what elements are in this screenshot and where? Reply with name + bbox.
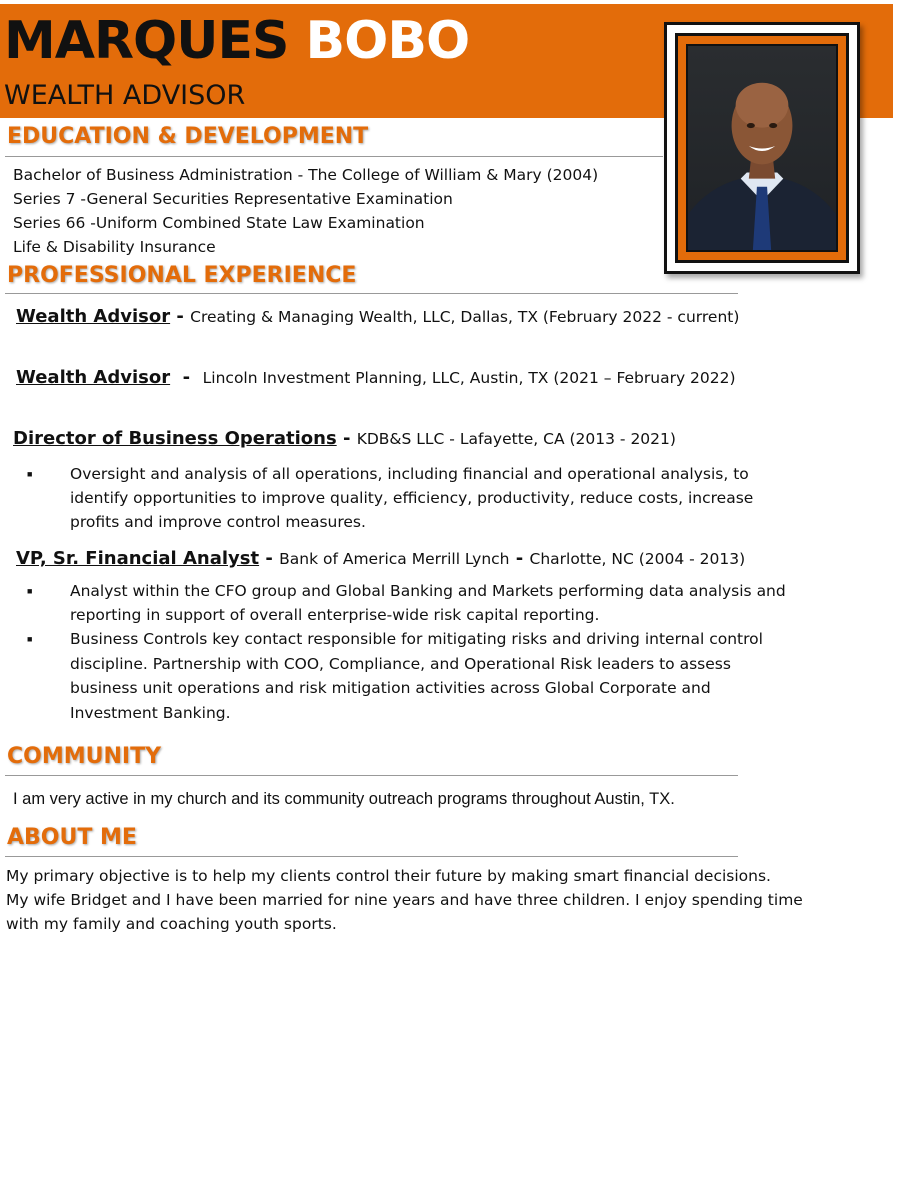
job-separator: - xyxy=(170,367,203,388)
education-item: Series 7 -General Securities Representative Examination xyxy=(13,190,453,208)
job-detail: Creating & Managing Wealth, LLC, Dallas, TX (February 2022 - current) xyxy=(190,308,740,326)
education-item: Life & Disability Insurance xyxy=(13,238,216,256)
job-separator: - xyxy=(336,428,357,449)
about-heading: ABOUT ME xyxy=(7,825,137,850)
job-title: VP, Sr. Financial Analyst xyxy=(16,548,260,569)
about-text: with my family and coaching youth sports. xyxy=(6,915,337,933)
job-title: Wealth Advisor xyxy=(16,306,171,327)
portrait-frame xyxy=(664,22,860,274)
job-separator: - xyxy=(259,548,280,569)
community-heading: COMMUNITY xyxy=(7,744,162,769)
job-entry xyxy=(16,305,739,329)
square-bullet-icon: ■ xyxy=(27,469,33,479)
job-separator: - xyxy=(170,306,191,327)
job-bullet: Analyst within the CFO group and Global Banking and Markets performing data analysis and reporting in support of overall enterprise-wide risk capital reporting. xyxy=(70,582,786,624)
about-divider xyxy=(5,856,738,857)
education-divider xyxy=(5,156,663,157)
job-entry xyxy=(16,366,736,390)
job-entry xyxy=(13,427,676,451)
experience-heading: PROFESSIONAL EXPERIENCE xyxy=(7,263,357,288)
portrait-photo xyxy=(686,44,838,252)
about-text: My primary objective is to help my clients control their future by making smart financial decisions. xyxy=(6,867,771,885)
experience-divider xyxy=(5,293,738,294)
about-text: My wife Bridget and I have been married for nine years and have three children. I enjoy spending time xyxy=(6,891,803,909)
job-detail: KDB&S LLC - Lafayette, CA (2013 - 2021) xyxy=(356,430,676,448)
community-text: I am very active in my church and its community outreach programs throughout Austin, TX. xyxy=(13,790,675,808)
job-bullet: Business Controls key contact responsible for mitigating risks and driving internal control discipline. Partnership with COO, Compliance, and Operational Risk leaders to assess business unit operations and risk mitigation activities across Global Corporate and Investment Banking. xyxy=(70,630,763,722)
full-name xyxy=(4,2,469,80)
education-heading: EDUCATION & DEVELOPMENT xyxy=(7,124,369,149)
job-role: WEALTH ADVISOR xyxy=(4,80,246,111)
square-bullet-icon: ■ xyxy=(27,586,33,596)
job-title: Director of Business Operations xyxy=(13,428,337,449)
job-detail: Charlotte, NC (2004 - 2013) xyxy=(529,550,746,568)
job-detail: Bank of America Merrill Lynch xyxy=(279,550,510,568)
education-item: Bachelor of Business Administration - The College of William & Mary (2004) xyxy=(13,166,599,184)
portrait-border xyxy=(675,33,849,263)
education-item: Series 66 -Uniform Combined State Law Examination xyxy=(13,214,425,232)
square-bullet-icon: ■ xyxy=(27,634,33,644)
job-title: Wealth Advisor xyxy=(16,367,171,388)
last-name: BOBO xyxy=(305,11,470,71)
community-divider xyxy=(5,775,738,776)
job-bullet: Oversight and analysis of all operations, including financial and operational analysis, to identify opportunities to improve quality, efficiency, productivity, reduce costs, increase profits and improve control measures. xyxy=(70,465,754,531)
job-entry xyxy=(16,547,745,571)
job-detail: Lincoln Investment Planning, LLC, Austin, TX (2021 – February 2022) xyxy=(202,369,736,387)
portrait-illustration xyxy=(688,46,836,250)
job-separator: - xyxy=(509,548,530,569)
first-name: MARQUES xyxy=(4,11,289,71)
